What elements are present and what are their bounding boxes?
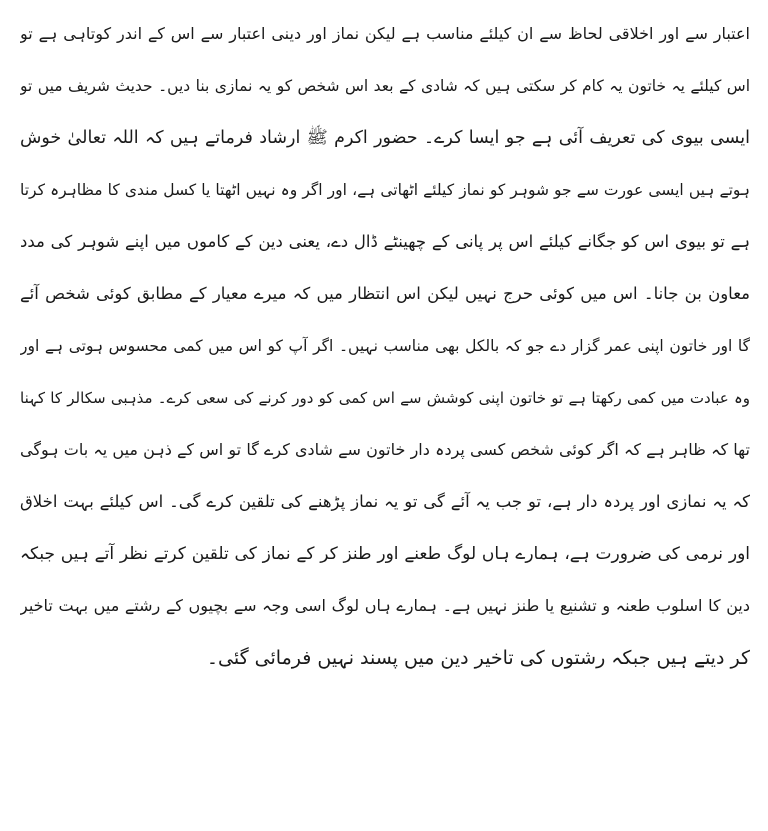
text-line: اور نرمی کی ضرورت ہے، ہمارے ہاں لوگ طعنے اور طنز کر کے نماز کی تلقین کرتے نظر آتے ہیں جبکہ <box>20 544 750 564</box>
text-line: ہوتے ہیں ایسی عورت سے جو شوہر کو نماز کیلئے اٹھاتی ہے، اور اگر وہ نہیں اٹھتا یا کسل مندی کا مظاہرہ کرتا <box>20 181 750 199</box>
text-line: تھا کہ ظاہر ہے کہ اگر کوئی شخص کسی پردہ دار خاتون سے شادی کرے گا تو اس کے ذہن میں یہ بات ہوگی <box>20 440 750 459</box>
text-line: ہے تو بیوی اس کو جگانے کیلئے اس پر پانی کے چھینٹے ڈال دے، یعنی دین کے کاموں میں اپنے شوہر کی مدد <box>20 232 750 251</box>
text-line: ایسی بیوی کی تعریف آئی ہے جو ایسا کرے۔ حضور اکرم ﷺ ارشاد فرماتے ہیں کہ اللہ تعالیٰ خوش <box>20 128 750 148</box>
text-line: معاون بن جانا۔ اس میں کوئی حرج نہیں لیکن اس انتظار میں کہ میرے معیار کے مطابق کوئی شخص آئے <box>20 284 750 303</box>
text-line: گا اور خاتون اپنی عمر گزار دے جو کہ بالکل بھی مناسب نہیں۔ اگر آپ کو اس میں کمی محسوس ہوتی ہے اور <box>20 337 750 355</box>
text-line: وہ عبادت میں کمی رکھتا ہے تو خاتون اپنی کوشش سے اس کمی کو دور کرنے کی سعی کرے۔ مذہبی سکالر کا کہنا <box>20 389 750 407</box>
text-line: اس کیلئے یہ خاتون یہ کام کر سکتی ہیں کہ شادی کے بعد اس شخص کو یہ نمازی بنا دیں۔ حدیث شریف میں تو <box>20 77 750 95</box>
text-line: دین کا اسلوب طعنہ و تشنیع یا طنز نہیں ہے۔ ہمارے ہاں لوگ اسی وجہ سے بچیوں کے رشتے میں بہت تاخیر <box>20 596 750 615</box>
text-line-last: کر دیتے ہیں جبکہ رشتوں کی تاخیر دین میں پسند نہیں فرمائی گئی۔ <box>206 647 750 669</box>
text-line: کہ یہ نمازی اور پردہ دار ہے، تو جب یہ آئے گی تو یہ نماز پڑھنے کی تلقین کرے گی۔ اس کیلئے بہت اخلاق <box>20 492 750 511</box>
text-line: اعتبار سے اور اخلاقی لحاظ سے ان کیلئے مناسب ہے لیکن نماز اور دینی اعتبار سے اس کے اندر کوتاہی ہے تو <box>20 24 750 43</box>
urdu-text-page <box>20 8 750 823</box>
